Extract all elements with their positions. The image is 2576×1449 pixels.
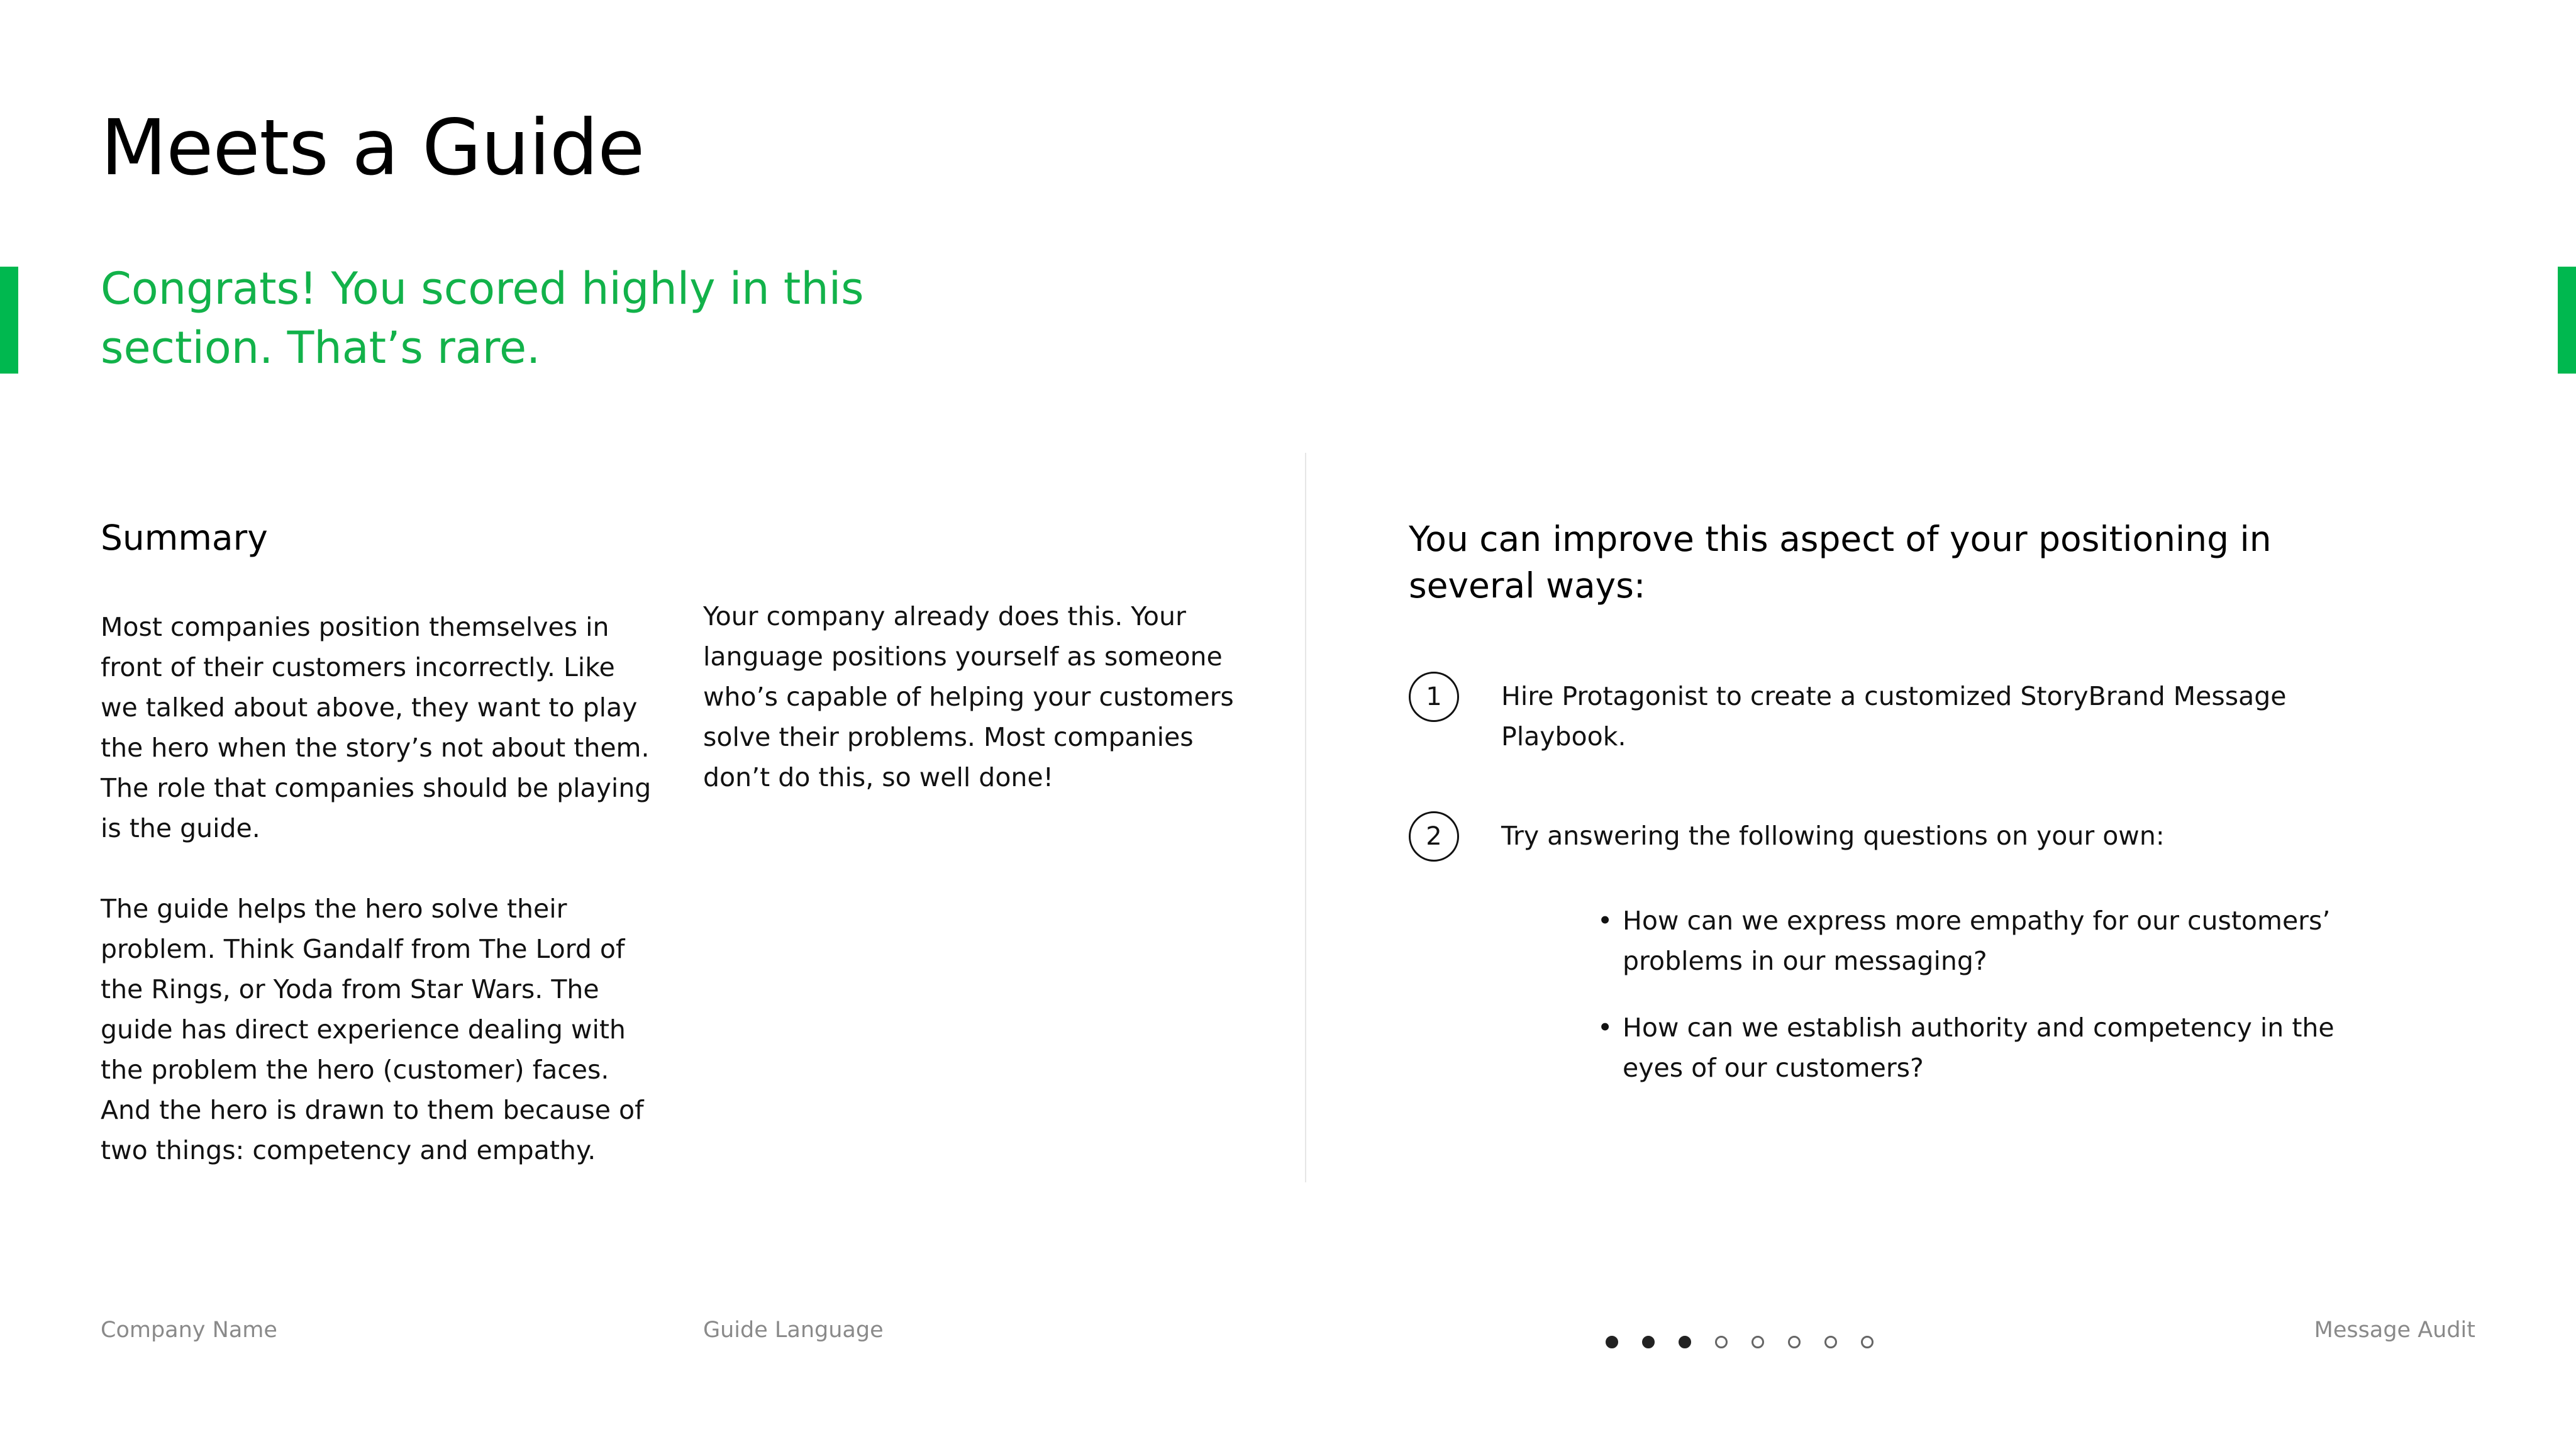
improve-heading: You can improve this aspect of your positioning in several ways: [1409, 519, 2272, 606]
footer-company-name: Company Name [101, 1318, 277, 1343]
summary-heading: Summary [101, 518, 268, 558]
question-item: • How can we express more empathy for our customers’ problems in our messaging? [1597, 901, 2365, 981]
page-dot-7[interactable] [1824, 1336, 1837, 1348]
page-dot-2[interactable] [1642, 1336, 1655, 1348]
page-indicator [1606, 1335, 1874, 1350]
page-dot-8[interactable] [1861, 1336, 1874, 1348]
step-text: Try answering the following questions on your own: [1501, 821, 2165, 851]
page-dot-3[interactable] [1679, 1336, 1691, 1348]
congrats-message: Congrats! You scored highly in this section. That’s rare. [101, 263, 864, 374]
question-item: • How can we establish authority and competency in the eyes of our customers? [1597, 1008, 2365, 1088]
step-number-badge: 1 [1409, 672, 1459, 722]
page-dot-1[interactable] [1606, 1336, 1618, 1348]
page-dot-5[interactable] [1752, 1336, 1764, 1348]
footer-document-name: Message Audit [2314, 1318, 2475, 1343]
right-accent-bar [2558, 267, 2576, 374]
summary-column-1 [101, 607, 654, 1170]
summary-paragraph-3: Your company already does this. Your language positions yourself as someone who’s capable of helping your customers solve their problems. Most companies don’t do this, so well done! [703, 601, 1234, 792]
step-number-badge: 2 [1409, 811, 1459, 862]
summary-column-2 [703, 596, 1244, 797]
column-divider [1305, 453, 1306, 1182]
summary-paragraph-2: The guide helps the hero solve their problem. Think Gandalf from The Lord of the Rings, or Yoda from Star Wars. The guide has direct experience dealing with the problem the hero (customer) faces. And the hero is drawn to them because of two things: competency and empathy. [101, 894, 644, 1165]
question-list [1597, 901, 2365, 1114]
left-accent-bar [0, 267, 18, 374]
summary-paragraph-1: Most companies position themselves in front of their customers incorrectly. Like we talked about above, they want to play the hero when the story’s not about them. The role that companies should be playing is the guide. [101, 612, 652, 843]
footer-section-name: Guide Language [703, 1318, 884, 1343]
page-dot-6[interactable] [1788, 1336, 1801, 1348]
step-text: Hire Protagonist to create a customized StoryBrand Message Playbook. [1501, 681, 2287, 752]
page-dot-4[interactable] [1715, 1336, 1728, 1348]
page-title: Meets a Guide [101, 103, 645, 192]
